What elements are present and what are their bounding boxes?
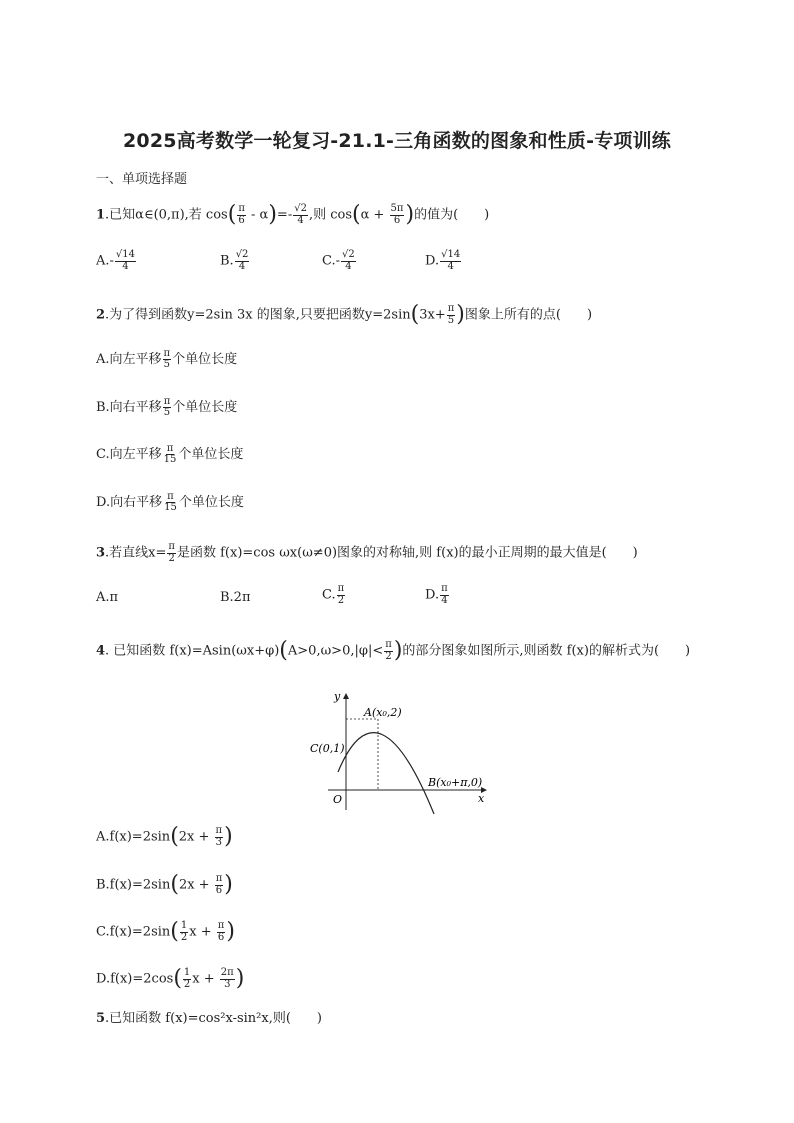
origin-label: O (333, 793, 343, 806)
option-d: D.f(x)=2cos( $\frac{1}{2}$ x + $\frac{2\pi}{3}$ ) (96, 966, 245, 991)
x-label: x (478, 792, 485, 805)
option-b: B.f(x)=2sin(2x + $\frac{\pi}{6}$ ) (96, 872, 233, 897)
option-c: C.向左平移 $\frac{\pi}{15}$ 个单位长度 (96, 442, 244, 465)
option-a: A.向左平移 $\frac{\pi}{5}$ 个单位长度 (96, 347, 238, 370)
question-number: 5 (96, 1011, 106, 1026)
section-heading: 一、单项选择题 (96, 172, 188, 187)
question-number: 1 (96, 207, 106, 223)
function-graph (306, 686, 496, 816)
option-d: D.向右平移 $\frac{\pi}{15}$ 个单位长度 (96, 490, 244, 513)
question-2: 2.为了得到函数y=2sin 3x 的图象,只要把函数y=2sin(3x+ $\frac{\pi}{5}$ )图象上所有的点( ) (96, 302, 593, 327)
question-number: 4 (96, 643, 106, 659)
option-b: B. $\frac{√2}{4}$ (220, 249, 249, 272)
question-1: 1.已知α∈(0,π),若 cos( $\frac{\pi}{6}$ - α)=- $\frac{√2}{4}$ ,则 cos(α + $\frac{5\pi}{6}$ )的值为( ) (96, 202, 490, 227)
option-d: D. $\frac{√14}{4}$ (425, 249, 461, 272)
option-c: C.f(x)=2sin( $\frac{1}{2}$ x + $\frac{\pi}{6}$ ) (96, 919, 235, 944)
y-label: y (334, 690, 341, 703)
fraction: $\frac{5\pi}{6}$ (390, 203, 404, 226)
page-title: 2025高考数学一轮复习-21.1-三角函数的图象和性质-专项训练 (122, 130, 672, 152)
curve (338, 733, 434, 814)
fraction: $\frac{\pi}{5}$ (447, 303, 455, 326)
option-b: B.向右平移 $\frac{\pi}{5}$ 个单位长度 (96, 395, 238, 418)
question-3: 3.若直线x= $\frac{\pi}{2}$ 是函数 f(x)=cos ωx(ω≠0)图象的对称轴,则 f(x)的最小正周期的最大值是( ) (96, 541, 638, 564)
option-a: A.- $\frac{√14}{4}$ (96, 249, 136, 272)
option-a: A.π (96, 590, 119, 605)
fraction: $\frac{\pi}{2}$ (385, 639, 392, 662)
option-d: D. $\frac{\pi}{4}$ (425, 583, 448, 606)
question-number: 3 (96, 545, 106, 561)
point-b-label: B(x₀+π,0) (428, 776, 483, 789)
point-a-label: A(x₀,2) (364, 706, 402, 719)
option-c: C. $\frac{\pi}{2}$ (322, 583, 345, 606)
fraction: $\frac{√2}{4}$ (294, 203, 307, 226)
fraction: $\frac{\pi}{6}$ (238, 203, 245, 226)
option-b: B.2π (220, 590, 251, 605)
question-4: 4. 已知函数 f(x)=Asin(ωx+φ)(A>0,ω>0,|φ|< $\frac{\pi}{2}$ )的部分图象如图所示,则函数 f(x)的解析式为( ) (96, 638, 691, 663)
question-number: 2 (96, 307, 106, 323)
point-c-label: C(0,1) (310, 742, 345, 755)
option-c: C.- $\frac{√2}{4}$ (322, 249, 355, 272)
question-5: 5.已知函数 f(x)=cos²x-sin²x,则( ) (96, 1011, 322, 1026)
option-a: A.f(x)=2sin(2x + $\frac{\pi}{3}$ ) (96, 824, 233, 849)
fraction: $\frac{\pi}{2}$ (168, 541, 175, 564)
